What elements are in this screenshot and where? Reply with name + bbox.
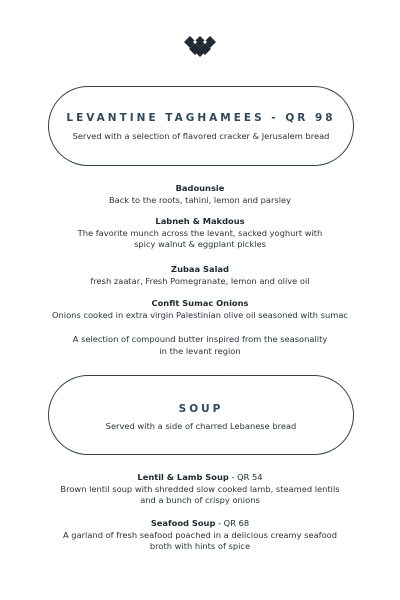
section-title: LEVANTINE TAGHAMEES - QR 98 (66, 112, 336, 124)
item-description-line-1: The favorite munch across the levant, sacked yoghurt with (77, 227, 323, 238)
menu-item-zubaa-salad (20, 264, 380, 287)
item-name: Lentil & Lamb Soup (137, 472, 229, 482)
section-title: SOUP (178, 403, 224, 415)
note-line-2: in the levant region (159, 346, 241, 356)
item-name: Confit Sumac Onions (151, 298, 249, 308)
item-price: - QR 54 (228, 472, 263, 482)
item-name: Badounsie (175, 183, 225, 193)
item-description: fresh zaatar, Fresh Pomegranate, lemon and olive oil (90, 275, 310, 286)
item-name: Zubaa Salad (171, 264, 229, 274)
menu-item-labneh-makdous (20, 216, 380, 251)
section-subtitle: Served with a side of charred Lebanese bread (105, 421, 297, 431)
item-name: Labneh & Makdous (155, 216, 245, 226)
brand-logo (184, 36, 216, 58)
item-description-line-2: broth with hints of spice (149, 541, 251, 551)
item-description: Back to the roots, tahini, lemon and parsley (108, 194, 292, 205)
section-header-soup (48, 375, 354, 455)
item-description-line-1: A garland of fresh seafood poached in a delicious creamy seafood (62, 529, 337, 540)
item-name: Seafood Soup (150, 518, 216, 528)
menu-item-badounsie (20, 183, 380, 206)
menu-item-lentil-lamb-soup (20, 472, 380, 507)
item-name-with-price (20, 472, 380, 484)
item-description-line-1: Brown lentil soup with shredded slow cooked lamb, steamed lentils (60, 483, 340, 494)
item-price: - QR 68 (215, 518, 250, 528)
item-description-line-2: spicy walnut & eggplant pickles (134, 239, 266, 249)
note-line-1: A selection of compound butter inspired from the seasonality (72, 334, 328, 344)
item-name-with-price (20, 518, 380, 530)
menu-item-seafood-soup (20, 518, 380, 553)
section-note (20, 333, 380, 357)
item-description: Onions cooked in extra virgin Palestinian olive oil seasoned with sumac (52, 309, 348, 320)
section-subtitle: Served with a selection of flavored cracker & Jerusalem bread (72, 131, 330, 141)
section-header-levantine-taghamees (48, 86, 354, 166)
item-description-line-2: and a bunch of crispy onions (140, 495, 260, 505)
menu-item-confit-sumac-onions (20, 298, 380, 321)
brand-emblem-icon (184, 36, 216, 58)
